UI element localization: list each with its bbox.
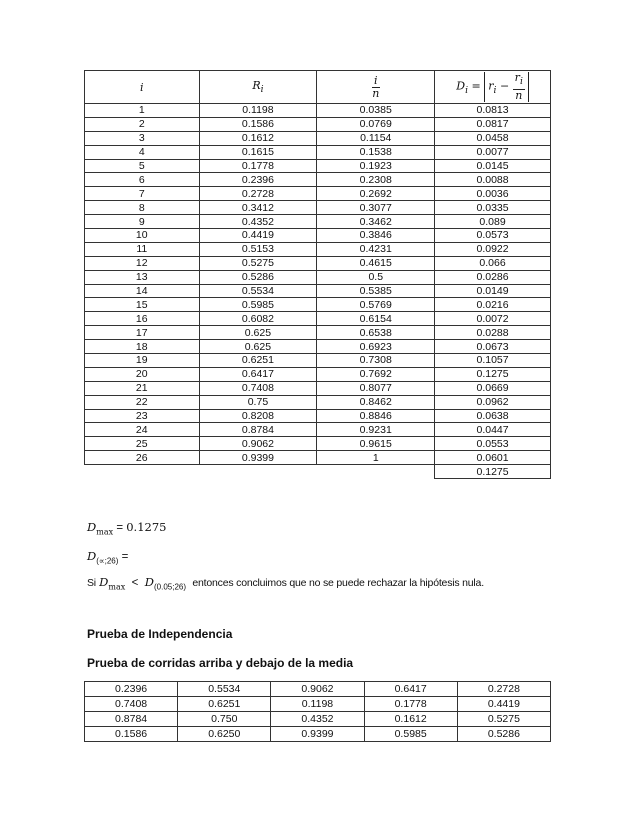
table-cell: 0.1198 <box>199 104 317 118</box>
ks-table-row <box>85 381 551 395</box>
table-cell: 0.3412 <box>199 201 317 215</box>
ks-table-row <box>85 242 551 256</box>
table-cell: 0.6250 <box>178 727 271 742</box>
table-cell: 0.8077 <box>317 381 435 395</box>
table-cell: 0.5286 <box>199 270 317 284</box>
empty-cell <box>85 465 200 479</box>
table-cell: 0.6417 <box>364 682 457 697</box>
table-cell: 0.0088 <box>435 173 551 187</box>
table-cell: 0.6417 <box>199 367 317 381</box>
table-cell: 0.0601 <box>435 451 551 465</box>
table-cell: 0.4419 <box>457 697 550 712</box>
runs-table <box>84 681 551 742</box>
ks-table-row <box>85 256 551 270</box>
table-cell: 0.5275 <box>457 712 550 727</box>
table-cell: 0.0077 <box>435 145 551 159</box>
table-cell: 0.5534 <box>178 682 271 697</box>
table-cell: 0.9399 <box>271 727 364 742</box>
runs-table-row <box>85 697 551 712</box>
table-cell: 0.5 <box>317 270 435 284</box>
table-cell: 0.5985 <box>364 727 457 742</box>
table-cell: 0.0288 <box>435 326 551 340</box>
ks-table-row <box>85 131 551 145</box>
ks-table-row <box>85 104 551 118</box>
table-cell: 0.2728 <box>457 682 550 697</box>
table-cell: 0.0458 <box>435 131 551 145</box>
dcrit-line: $D_{(\propto;26)}$ = <box>87 549 129 566</box>
table-cell: 0.3077 <box>317 201 435 215</box>
runs-table-body <box>85 682 551 742</box>
ks-table <box>84 70 551 479</box>
ks-table-body <box>85 104 551 479</box>
ks-table-row <box>85 117 551 131</box>
table-cell: 0.0286 <box>435 270 551 284</box>
ks-table-row <box>85 284 551 298</box>
table-cell: 0.1154 <box>317 131 435 145</box>
max-di-cell: 0.1275 <box>435 465 551 479</box>
ks-table-row <box>85 298 551 312</box>
subsection-title: Prueba de corridas arriba y debajo de la media <box>87 656 354 670</box>
table-cell: 0.2728 <box>199 187 317 201</box>
table-cell: 0.0769 <box>317 117 435 131</box>
ks-table-row <box>85 215 551 229</box>
ks-table-row <box>85 173 551 187</box>
table-cell: 17 <box>85 326 200 340</box>
ks-table-row <box>85 159 551 173</box>
table-cell: 0.8846 <box>317 409 435 423</box>
table-cell: 0.7692 <box>317 367 435 381</box>
table-cell: 9 <box>85 215 200 229</box>
table-cell: 0.2396 <box>85 682 178 697</box>
runs-table-row <box>85 712 551 727</box>
table-cell: 0.0962 <box>435 395 551 409</box>
table-cell: 4 <box>85 145 200 159</box>
ks-header-row <box>85 71 551 104</box>
ks-table-row <box>85 354 551 368</box>
table-cell: 0.4352 <box>199 215 317 229</box>
table-cell: 0.9615 <box>317 437 435 451</box>
table-cell: 0.8208 <box>199 409 317 423</box>
table-cell: 0.1923 <box>317 159 435 173</box>
header-i: i <box>85 71 200 104</box>
table-cell: 5 <box>85 159 200 173</box>
table-cell: 0.5534 <box>199 284 317 298</box>
table-cell: 0.9399 <box>199 451 317 465</box>
table-cell: 0.1057 <box>435 354 551 368</box>
table-cell: 0.1778 <box>199 159 317 173</box>
table-cell: 0.0216 <box>435 298 551 312</box>
table-cell: 13 <box>85 270 200 284</box>
table-cell: 0.4352 <box>271 712 364 727</box>
table-cell: 0.1538 <box>317 145 435 159</box>
table-cell: 16 <box>85 312 200 326</box>
ks-table-row <box>85 395 551 409</box>
table-cell: 0.1612 <box>199 131 317 145</box>
fraction-i-n: $\frac{i}{n}$ <box>372 73 380 100</box>
table-cell: 8 <box>85 201 200 215</box>
empty-cell <box>317 465 435 479</box>
table-cell: 0.0072 <box>435 312 551 326</box>
table-cell: 0.6154 <box>317 312 435 326</box>
table-cell: 0.7308 <box>317 354 435 368</box>
runs-table-row <box>85 727 551 742</box>
table-cell: 19 <box>85 354 200 368</box>
table-cell: 0.6538 <box>317 326 435 340</box>
table-cell: 0.8462 <box>317 395 435 409</box>
table-cell: 0.0036 <box>435 187 551 201</box>
table-cell: 20 <box>85 367 200 381</box>
table-cell: 0.5286 <box>457 727 550 742</box>
ks-table-row <box>85 326 551 340</box>
ks-table-row <box>85 367 551 381</box>
table-cell: 0.6251 <box>178 697 271 712</box>
conclusion-line: Si $D_{max} < D_{(0.05;26)}$ entonces concluimos que no se puede rechazar la hipótesis nula. <box>87 575 484 592</box>
ks-table-row <box>85 409 551 423</box>
table-cell: 2 <box>85 117 200 131</box>
header-i-over-n <box>317 71 435 104</box>
table-cell: 18 <box>85 340 200 354</box>
ks-table-row <box>85 187 551 201</box>
section-title: Prueba de Independencia <box>87 627 233 641</box>
table-cell: 0.4419 <box>199 229 317 243</box>
table-cell: 0.0145 <box>435 159 551 173</box>
abs-value: $r_i$ − $\frac{r_i}{n}$ <box>484 72 529 101</box>
table-cell: 25 <box>85 437 200 451</box>
table-cell: 0.9062 <box>271 682 364 697</box>
table-cell: 0.625 <box>199 340 317 354</box>
ks-table-row <box>85 229 551 243</box>
table-cell: 0.4231 <box>317 242 435 256</box>
table-cell: 0.5769 <box>317 298 435 312</box>
table-cell: 0.1275 <box>435 367 551 381</box>
table-cell: 0.089 <box>435 215 551 229</box>
table-cell: 1 <box>85 104 200 118</box>
table-cell: 0.7408 <box>199 381 317 395</box>
table-cell: 0.0573 <box>435 229 551 243</box>
table-cell: 0.2308 <box>317 173 435 187</box>
table-cell: 0.0553 <box>435 437 551 451</box>
table-cell: 0.1586 <box>85 727 178 742</box>
table-cell: 0.625 <box>199 326 317 340</box>
table-cell: 0.9062 <box>199 437 317 451</box>
table-cell: 0.6082 <box>199 312 317 326</box>
table-cell: 0.0447 <box>435 423 551 437</box>
header-di: $D_i = r_i$ − $\frac{r_i}{n}$ <box>435 71 551 104</box>
runs-table-row <box>85 682 551 697</box>
ks-table-row <box>85 201 551 215</box>
ks-table-row <box>85 340 551 354</box>
table-cell: 0.7408 <box>85 697 178 712</box>
table-cell: 0.6923 <box>317 340 435 354</box>
table-cell: 0.066 <box>435 256 551 270</box>
ks-table-row <box>85 437 551 451</box>
table-cell: 0.75 <box>199 395 317 409</box>
table-cell: 21 <box>85 381 200 395</box>
table-cell: 0.0922 <box>435 242 551 256</box>
table-cell: 0.8784 <box>199 423 317 437</box>
table-cell: 3 <box>85 131 200 145</box>
table-cell: 11 <box>85 242 200 256</box>
table-cell: 12 <box>85 256 200 270</box>
table-cell: 0.9231 <box>317 423 435 437</box>
table-cell: 0.4615 <box>317 256 435 270</box>
table-cell: 0.5153 <box>199 242 317 256</box>
table-cell: 0.0335 <box>435 201 551 215</box>
table-cell: 15 <box>85 298 200 312</box>
table-cell: 0.1778 <box>364 697 457 712</box>
table-cell: 24 <box>85 423 200 437</box>
ks-table-row <box>85 145 551 159</box>
table-cell: 10 <box>85 229 200 243</box>
table-cell: 0.0817 <box>435 117 551 131</box>
ks-table-row <box>85 270 551 284</box>
table-cell: 0.0638 <box>435 409 551 423</box>
table-cell: 7 <box>85 187 200 201</box>
ks-table-row <box>85 451 551 465</box>
ks-table-row <box>85 312 551 326</box>
header-ri: $R_i$ <box>199 71 317 104</box>
table-cell: 0.8784 <box>85 712 178 727</box>
table-cell: 0.5385 <box>317 284 435 298</box>
table-cell: 0.2396 <box>199 173 317 187</box>
table-cell: 0.0813 <box>435 104 551 118</box>
table-cell: 0.1198 <box>271 697 364 712</box>
dmax-line: $D_{max} = 0.1275$ <box>87 520 167 537</box>
table-cell: 0.0669 <box>435 381 551 395</box>
table-cell: 14 <box>85 284 200 298</box>
table-cell: 26 <box>85 451 200 465</box>
ks-table-row <box>85 423 551 437</box>
table-cell: 0.1612 <box>364 712 457 727</box>
table-cell: 0.750 <box>178 712 271 727</box>
table-cell: 0.5275 <box>199 256 317 270</box>
table-cell: 1 <box>317 451 435 465</box>
table-cell: 0.6251 <box>199 354 317 368</box>
table-cell: 0.1615 <box>199 145 317 159</box>
table-cell: 0.2692 <box>317 187 435 201</box>
table-cell: 0.3846 <box>317 229 435 243</box>
ks-max-row <box>85 465 551 479</box>
table-cell: 0.0385 <box>317 104 435 118</box>
table-cell: 0.3462 <box>317 215 435 229</box>
table-cell: 23 <box>85 409 200 423</box>
table-cell: 0.0149 <box>435 284 551 298</box>
table-cell: 0.1586 <box>199 117 317 131</box>
table-cell: 6 <box>85 173 200 187</box>
table-cell: 0.0673 <box>435 340 551 354</box>
table-cell: 22 <box>85 395 200 409</box>
empty-cell <box>199 465 317 479</box>
table-cell: 0.5985 <box>199 298 317 312</box>
